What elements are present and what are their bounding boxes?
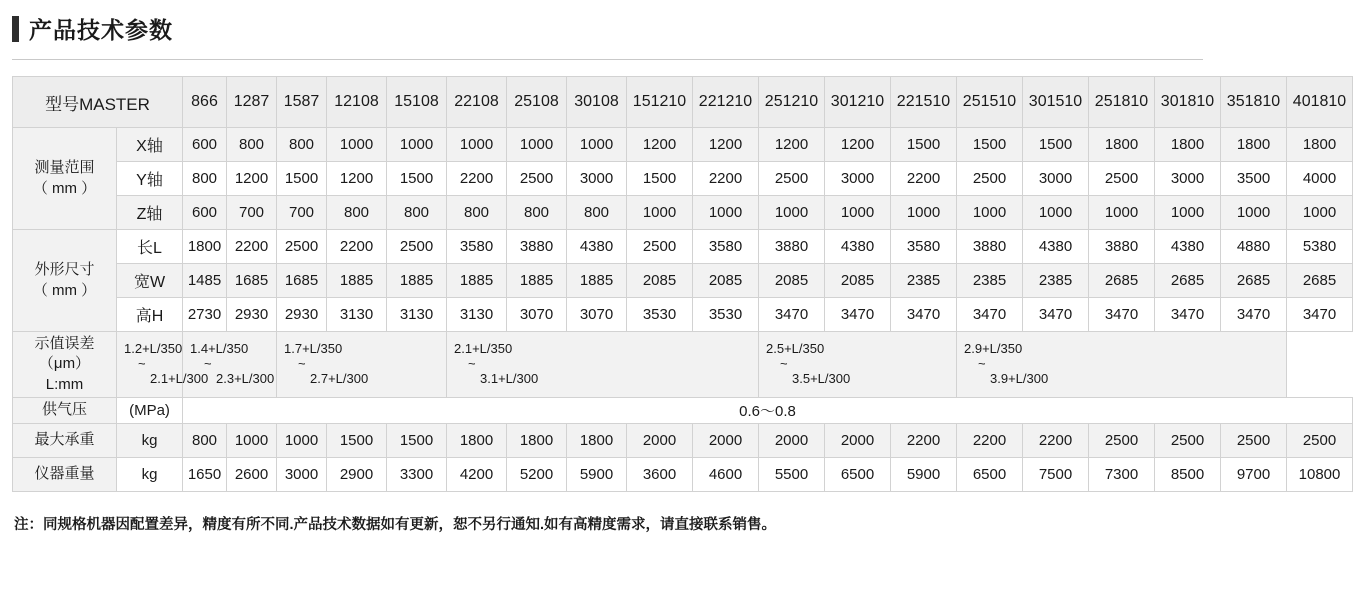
cell: 2200 (1023, 423, 1089, 457)
page-title: 产品技术参数 (29, 17, 173, 43)
cell: 1000 (957, 196, 1023, 230)
cell: 800 (567, 196, 627, 230)
cell: 2085 (693, 264, 759, 298)
accuracy-cell-5 (957, 332, 1287, 398)
cell: 1800 (1287, 128, 1353, 162)
accuracy-tilde: ~ (138, 355, 146, 371)
accuracy-top: 2.9+L/350 (964, 340, 1023, 356)
cell: 3300 (387, 457, 447, 491)
cell: 1500 (387, 162, 447, 196)
cell: 3130 (327, 298, 387, 332)
cell: 1000 (1023, 196, 1089, 230)
accuracy-bottom: 2.1+L/300 (150, 370, 209, 386)
row-sub-label: 长L (117, 230, 183, 264)
cell: 2500 (1287, 423, 1353, 457)
group-label-air-supply: 供气压 (13, 397, 117, 423)
cell: 1200 (693, 128, 759, 162)
weight-unit: kg (117, 457, 183, 491)
cell: 3530 (693, 298, 759, 332)
cell: 3470 (1023, 298, 1089, 332)
cell: 3000 (825, 162, 891, 196)
cell: 1200 (227, 162, 277, 196)
row-sub-label: Z轴 (117, 196, 183, 230)
cell: 3130 (387, 298, 447, 332)
cell: 4600 (693, 457, 759, 491)
cell: 1885 (327, 264, 387, 298)
row-sub-label: Y轴 (117, 162, 183, 196)
accuracy-bottom: 3.9+L/300 (990, 370, 1049, 386)
model-header-label: 型号MASTER (13, 77, 183, 128)
cell: 2085 (825, 264, 891, 298)
cell: 3600 (627, 457, 693, 491)
cell: 3470 (957, 298, 1023, 332)
cell: 2385 (957, 264, 1023, 298)
cell: 800 (327, 196, 387, 230)
table-row (13, 196, 1353, 230)
cell: 800 (387, 196, 447, 230)
cell: 2200 (327, 230, 387, 264)
model-col-1: 1287 (227, 77, 277, 128)
cell: 2685 (1089, 264, 1155, 298)
cell: 1000 (759, 196, 825, 230)
cell: 1000 (227, 423, 277, 457)
cell: 800 (507, 196, 567, 230)
model-col-9: 221210 (693, 77, 759, 128)
cell: 2685 (1221, 264, 1287, 298)
group-label-line3: L:mm (45, 375, 84, 393)
cell: 1885 (567, 264, 627, 298)
cell: 3070 (567, 298, 627, 332)
model-col-6: 25108 (507, 77, 567, 128)
cell: 1800 (447, 423, 507, 457)
cell: 3880 (759, 230, 825, 264)
cell: 1000 (277, 423, 327, 457)
accuracy-bottom: 2.3+L/300 (216, 370, 275, 386)
cell: 1485 (183, 264, 227, 298)
cell: 2500 (627, 230, 693, 264)
cell: 4380 (1023, 230, 1089, 264)
model-col-11: 301210 (825, 77, 891, 128)
cell: 3580 (693, 230, 759, 264)
model-col-16: 301810 (1155, 77, 1221, 128)
cell: 800 (183, 162, 227, 196)
model-col-14: 301510 (1023, 77, 1089, 128)
cell: 8500 (1155, 457, 1221, 491)
accuracy-bottom: 3.1+L/300 (480, 370, 539, 386)
model-col-17: 351810 (1221, 77, 1287, 128)
cell: 5900 (891, 457, 957, 491)
group-label-dimensions (13, 230, 117, 332)
table-row-weight (13, 457, 1353, 491)
cell: 2200 (693, 162, 759, 196)
accuracy-cell-1 (183, 332, 277, 398)
cell: 700 (277, 196, 327, 230)
cell: 2085 (759, 264, 825, 298)
cell: 3000 (1023, 162, 1089, 196)
cell: 2000 (825, 423, 891, 457)
cell: 1885 (447, 264, 507, 298)
cell: 1800 (1155, 128, 1221, 162)
table-row (13, 298, 1353, 332)
table-row (13, 162, 1353, 196)
cell: 4380 (1155, 230, 1221, 264)
cell: 1800 (507, 423, 567, 457)
table-row-max-load (13, 423, 1353, 457)
cell: 3880 (507, 230, 567, 264)
cell: 1200 (627, 128, 693, 162)
accuracy-cell-2 (277, 332, 447, 398)
cell: 3130 (447, 298, 507, 332)
group-label-line1: 测量范围 (34, 159, 95, 177)
cell: 4000 (1287, 162, 1353, 196)
cell: 3470 (1155, 298, 1221, 332)
table-row-air-supply (13, 397, 1353, 423)
cell: 3000 (567, 162, 627, 196)
row-sub-label: 高H (117, 298, 183, 332)
cell: 1800 (183, 230, 227, 264)
cell: 2200 (891, 423, 957, 457)
cell: 1500 (387, 423, 447, 457)
accuracy-top: 2.5+L/350 (766, 340, 825, 356)
cell: 3470 (1089, 298, 1155, 332)
max-load-unit: kg (117, 423, 183, 457)
group-label-line2: （μm） (38, 355, 91, 373)
cell: 4380 (825, 230, 891, 264)
cell: 1000 (567, 128, 627, 162)
air-supply-unit: (MPa) (117, 397, 183, 423)
group-label-line1: 示值误差 (34, 335, 95, 352)
cell: 1200 (327, 162, 387, 196)
cell: 1800 (567, 423, 627, 457)
cell: 4880 (1221, 230, 1287, 264)
cell: 2200 (957, 423, 1023, 457)
cell: 3880 (957, 230, 1023, 264)
cell: 2500 (1089, 162, 1155, 196)
cell: 1685 (227, 264, 277, 298)
cell: 5380 (1287, 230, 1353, 264)
title-accent-bar (12, 16, 19, 42)
model-col-5: 22108 (447, 77, 507, 128)
cell: 2000 (627, 423, 693, 457)
cell: 3880 (1089, 230, 1155, 264)
accuracy-tilde: ~ (204, 355, 212, 371)
table-body (13, 128, 1353, 492)
cell: 1885 (387, 264, 447, 298)
cell: 1000 (1221, 196, 1287, 230)
group-label-weight: 仪器重量 (13, 457, 117, 491)
specifications-table (12, 76, 1353, 492)
cell: 6500 (825, 457, 891, 491)
accuracy-cell-0 (117, 332, 209, 398)
cell: 1000 (825, 196, 891, 230)
cell: 3000 (1155, 162, 1221, 196)
model-col-15: 251810 (1089, 77, 1155, 128)
cell: 1000 (891, 196, 957, 230)
cell: 2000 (693, 423, 759, 457)
table-row (13, 230, 1353, 264)
cell: 3000 (277, 457, 327, 491)
row-sub-label: X轴 (117, 128, 183, 162)
title-divider (12, 59, 1203, 60)
cell: 6500 (957, 457, 1023, 491)
model-col-12: 221510 (891, 77, 957, 128)
cell: 1000 (447, 128, 507, 162)
cell: 2385 (1023, 264, 1089, 298)
accuracy-top: 1.4+L/350 (190, 340, 249, 356)
table-row (13, 128, 1353, 162)
cell: 2000 (759, 423, 825, 457)
cell: 3580 (447, 230, 507, 264)
cell: 1500 (1023, 128, 1089, 162)
cell: 1800 (1089, 128, 1155, 162)
cell: 3470 (891, 298, 957, 332)
cell: 1800 (1221, 128, 1287, 162)
cell: 1000 (693, 196, 759, 230)
group-label-line1: 外形尺寸 (34, 261, 95, 279)
group-label-line2: （ mm ） (32, 281, 97, 299)
cell: 5500 (759, 457, 825, 491)
accuracy-top: 2.1+L/350 (454, 340, 513, 356)
accuracy-tilde: ~ (298, 355, 306, 371)
cell: 700 (227, 196, 277, 230)
model-col-18: 401810 (1287, 77, 1353, 128)
cell: 1000 (627, 196, 693, 230)
group-label-line2: （ mm ） (32, 179, 97, 197)
cell: 2385 (891, 264, 957, 298)
cell: 1000 (1089, 196, 1155, 230)
cell: 1885 (507, 264, 567, 298)
cell: 2930 (227, 298, 277, 332)
cell: 4200 (447, 457, 507, 491)
accuracy-top: 1.7+L/350 (284, 340, 343, 356)
cell: 2500 (1155, 423, 1221, 457)
model-col-0: 866 (183, 77, 227, 128)
footnote: 注：同规格机器因配置差异，精度有所不同.产品技术数据如有更新，恕不另行通知.如有高精度需求，请直接联系销售。 (14, 516, 777, 533)
cell: 2500 (957, 162, 1023, 196)
cell: 2930 (277, 298, 327, 332)
cell: 1000 (387, 128, 447, 162)
cell: 1500 (327, 423, 387, 457)
cell: 1500 (957, 128, 1023, 162)
cell: 1200 (759, 128, 825, 162)
model-col-8: 151210 (627, 77, 693, 128)
cell: 5900 (567, 457, 627, 491)
cell: 600 (183, 196, 227, 230)
header-row (13, 77, 1353, 128)
accuracy-bottom: 3.5+L/300 (792, 370, 851, 386)
cell: 2500 (387, 230, 447, 264)
model-col-3: 12108 (327, 77, 387, 128)
cell: 3470 (1287, 298, 1353, 332)
model-col-4: 15108 (387, 77, 447, 128)
cell: 2600 (227, 457, 277, 491)
table-row (13, 264, 1353, 298)
cell: 1000 (1287, 196, 1353, 230)
cell: 10800 (1287, 457, 1353, 491)
group-label-measuring-range (13, 128, 117, 230)
accuracy-cell-4 (759, 332, 957, 398)
cell: 3500 (1221, 162, 1287, 196)
cell: 3470 (759, 298, 825, 332)
cell: 2200 (447, 162, 507, 196)
cell: 2685 (1155, 264, 1221, 298)
cell: 4380 (567, 230, 627, 264)
cell: 2730 (183, 298, 227, 332)
cell: 1500 (277, 162, 327, 196)
cell: 800 (183, 423, 227, 457)
model-col-10: 251210 (759, 77, 825, 128)
cell: 1500 (627, 162, 693, 196)
cell: 5200 (507, 457, 567, 491)
cell: 2685 (1287, 264, 1353, 298)
model-col-7: 30108 (567, 77, 627, 128)
cell: 2500 (277, 230, 327, 264)
cell: 2500 (1089, 423, 1155, 457)
cell: 7300 (1089, 457, 1155, 491)
cell: 3470 (1221, 298, 1287, 332)
cell: 3470 (825, 298, 891, 332)
accuracy-tilde: ~ (978, 355, 986, 371)
cell: 2900 (327, 457, 387, 491)
cell: 2200 (891, 162, 957, 196)
cell: 1000 (507, 128, 567, 162)
accuracy-top: 1.2+L/350 (124, 340, 183, 356)
cell: 2500 (759, 162, 825, 196)
model-col-2: 1587 (277, 77, 327, 128)
cell: 800 (277, 128, 327, 162)
cell: 2200 (227, 230, 277, 264)
cell: 1650 (183, 457, 227, 491)
cell: 2085 (627, 264, 693, 298)
cell: 1500 (891, 128, 957, 162)
accuracy-cell-3 (447, 332, 759, 398)
cell: 1000 (1155, 196, 1221, 230)
cell: 1200 (825, 128, 891, 162)
cell: 7500 (1023, 457, 1089, 491)
accuracy-bottom: 2.7+L/300 (310, 370, 369, 386)
cell: 800 (447, 196, 507, 230)
row-sub-label: 宽W (117, 264, 183, 298)
cell: 3580 (891, 230, 957, 264)
cell: 1685 (277, 264, 327, 298)
model-col-13: 251510 (957, 77, 1023, 128)
cell: 1000 (327, 128, 387, 162)
table-header (13, 77, 1353, 128)
cell: 2500 (1221, 423, 1287, 457)
table-row-accuracy (13, 332, 1353, 398)
group-label-accuracy (13, 332, 117, 398)
accuracy-tilde: ~ (468, 355, 476, 371)
cell: 2500 (507, 162, 567, 196)
cell: 3530 (627, 298, 693, 332)
cell: 800 (227, 128, 277, 162)
accuracy-tilde: ~ (780, 355, 788, 371)
cell: 3070 (507, 298, 567, 332)
page-title-row (8, 0, 1207, 53)
cell: 9700 (1221, 457, 1287, 491)
air-supply-value: 0.6～0.8 (183, 397, 1353, 423)
cell: 600 (183, 128, 227, 162)
group-label-max-load: 最大承重 (13, 423, 117, 457)
